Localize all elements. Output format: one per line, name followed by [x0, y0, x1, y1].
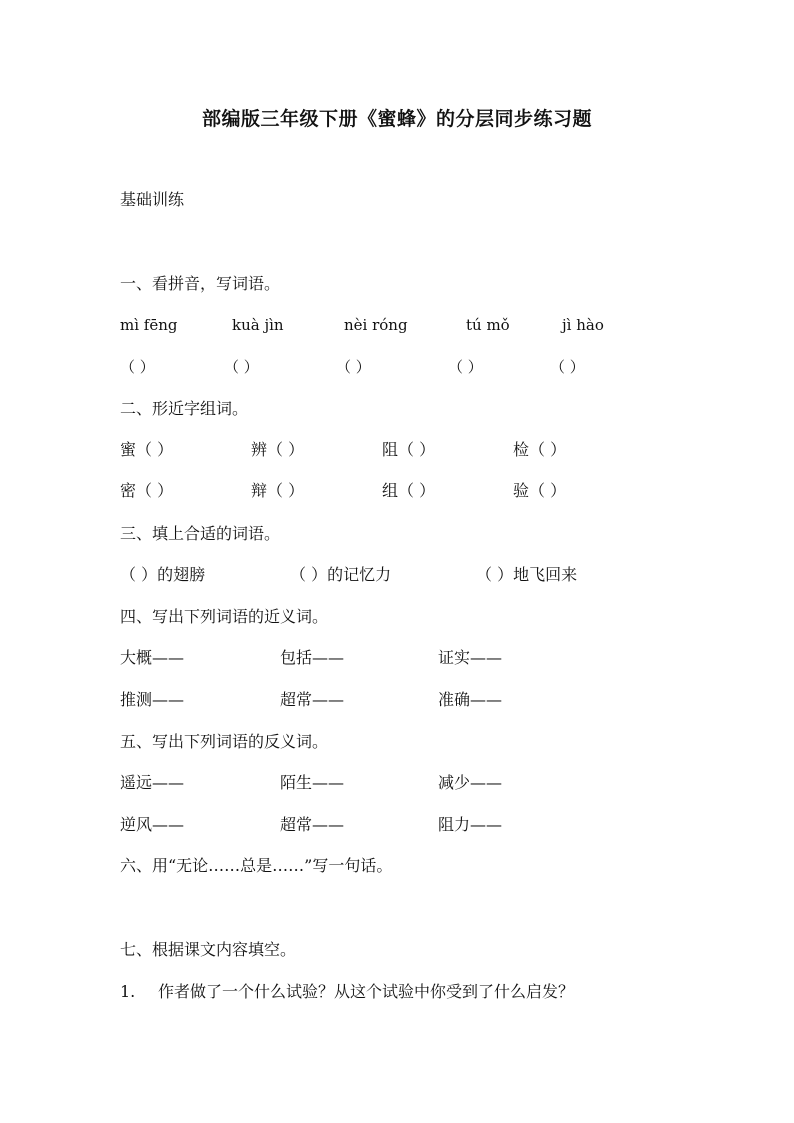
- q5-row-2: [0, 814, 794, 836]
- antonym-item[interactable]: 陌生——: [280, 773, 345, 792]
- synonym-item[interactable]: 包括——: [280, 648, 345, 667]
- q7-item-1-number: 1.: [120, 982, 136, 1001]
- fill-item[interactable]: （ ）地飞回来: [476, 565, 578, 584]
- word-blank[interactable]: 辩（ ）: [251, 481, 305, 500]
- fill-item[interactable]: （ ）的翅膀: [120, 565, 206, 584]
- word-blank[interactable]: 验（ ）: [513, 481, 567, 500]
- q7-heading: 七、根据课文内容填空。: [120, 940, 297, 959]
- q6-heading: 六、用“无论……总是……”写一句话。: [120, 856, 393, 875]
- answer-blank[interactable]: （ ）: [120, 358, 155, 376]
- q4-row-2: [0, 689, 794, 711]
- pinyin-item: jì hào: [562, 316, 604, 334]
- antonym-item[interactable]: 减少——: [438, 773, 503, 792]
- synonym-item[interactable]: 推测——: [120, 690, 185, 709]
- word-blank[interactable]: 密（ ）: [120, 481, 174, 500]
- answer-blank[interactable]: （ ）: [448, 358, 483, 376]
- fill-item[interactable]: （ ）的记忆力: [290, 565, 392, 584]
- q3-items-row: [0, 564, 794, 586]
- synonym-item[interactable]: 准确——: [438, 690, 503, 709]
- pinyin-item: nèi róng: [344, 316, 408, 334]
- q4-row-1: [0, 647, 794, 669]
- page-title: 部编版三年级下册《蜜蜂》的分层同步练习题: [201, 108, 592, 130]
- antonym-item[interactable]: 逆风——: [120, 815, 185, 834]
- q2-row-1: [0, 439, 794, 461]
- q1-blank-row: [0, 356, 794, 378]
- synonym-item[interactable]: 证实——: [438, 648, 503, 667]
- section-basic-heading: 基础训练: [120, 190, 185, 209]
- antonym-item[interactable]: 超常——: [280, 815, 345, 834]
- synonym-item[interactable]: 超常——: [280, 690, 345, 709]
- word-blank[interactable]: 蜜（ ）: [120, 440, 174, 459]
- q1-heading: 一、看拼音，写词语。: [120, 274, 281, 293]
- word-blank[interactable]: 阻（ ）: [382, 440, 436, 459]
- word-blank[interactable]: 组（ ）: [382, 481, 436, 500]
- q1-pinyin-row: [0, 316, 794, 338]
- pinyin-item: tú mǒ: [466, 316, 510, 334]
- pinyin-item: mì fēng: [120, 316, 178, 334]
- antonym-item[interactable]: 阻力——: [438, 815, 503, 834]
- synonym-item[interactable]: 大概——: [120, 648, 185, 667]
- q3-heading: 三、填上合适的词语。: [120, 524, 281, 543]
- word-blank[interactable]: 辨（ ）: [251, 440, 305, 459]
- q4-heading: 四、写出下列词语的近义词。: [120, 607, 329, 626]
- q5-row-1: [0, 772, 794, 794]
- answer-blank[interactable]: （ ）: [336, 358, 371, 376]
- antonym-item[interactable]: 遥远——: [120, 773, 185, 792]
- q2-heading: 二、形近字组词。: [120, 399, 249, 418]
- q2-row-2: [0, 480, 794, 502]
- pinyin-item: kuà jìn: [232, 316, 284, 334]
- q7-item-1-text: 作者做了一个什么试验？从这个试验中你受到了什么启发？: [158, 982, 575, 1001]
- word-blank[interactable]: 检（ ）: [513, 440, 567, 459]
- answer-blank[interactable]: （ ）: [550, 358, 585, 376]
- answer-blank[interactable]: （ ）: [224, 358, 259, 376]
- q5-heading: 五、写出下列词语的反义词。: [120, 732, 329, 751]
